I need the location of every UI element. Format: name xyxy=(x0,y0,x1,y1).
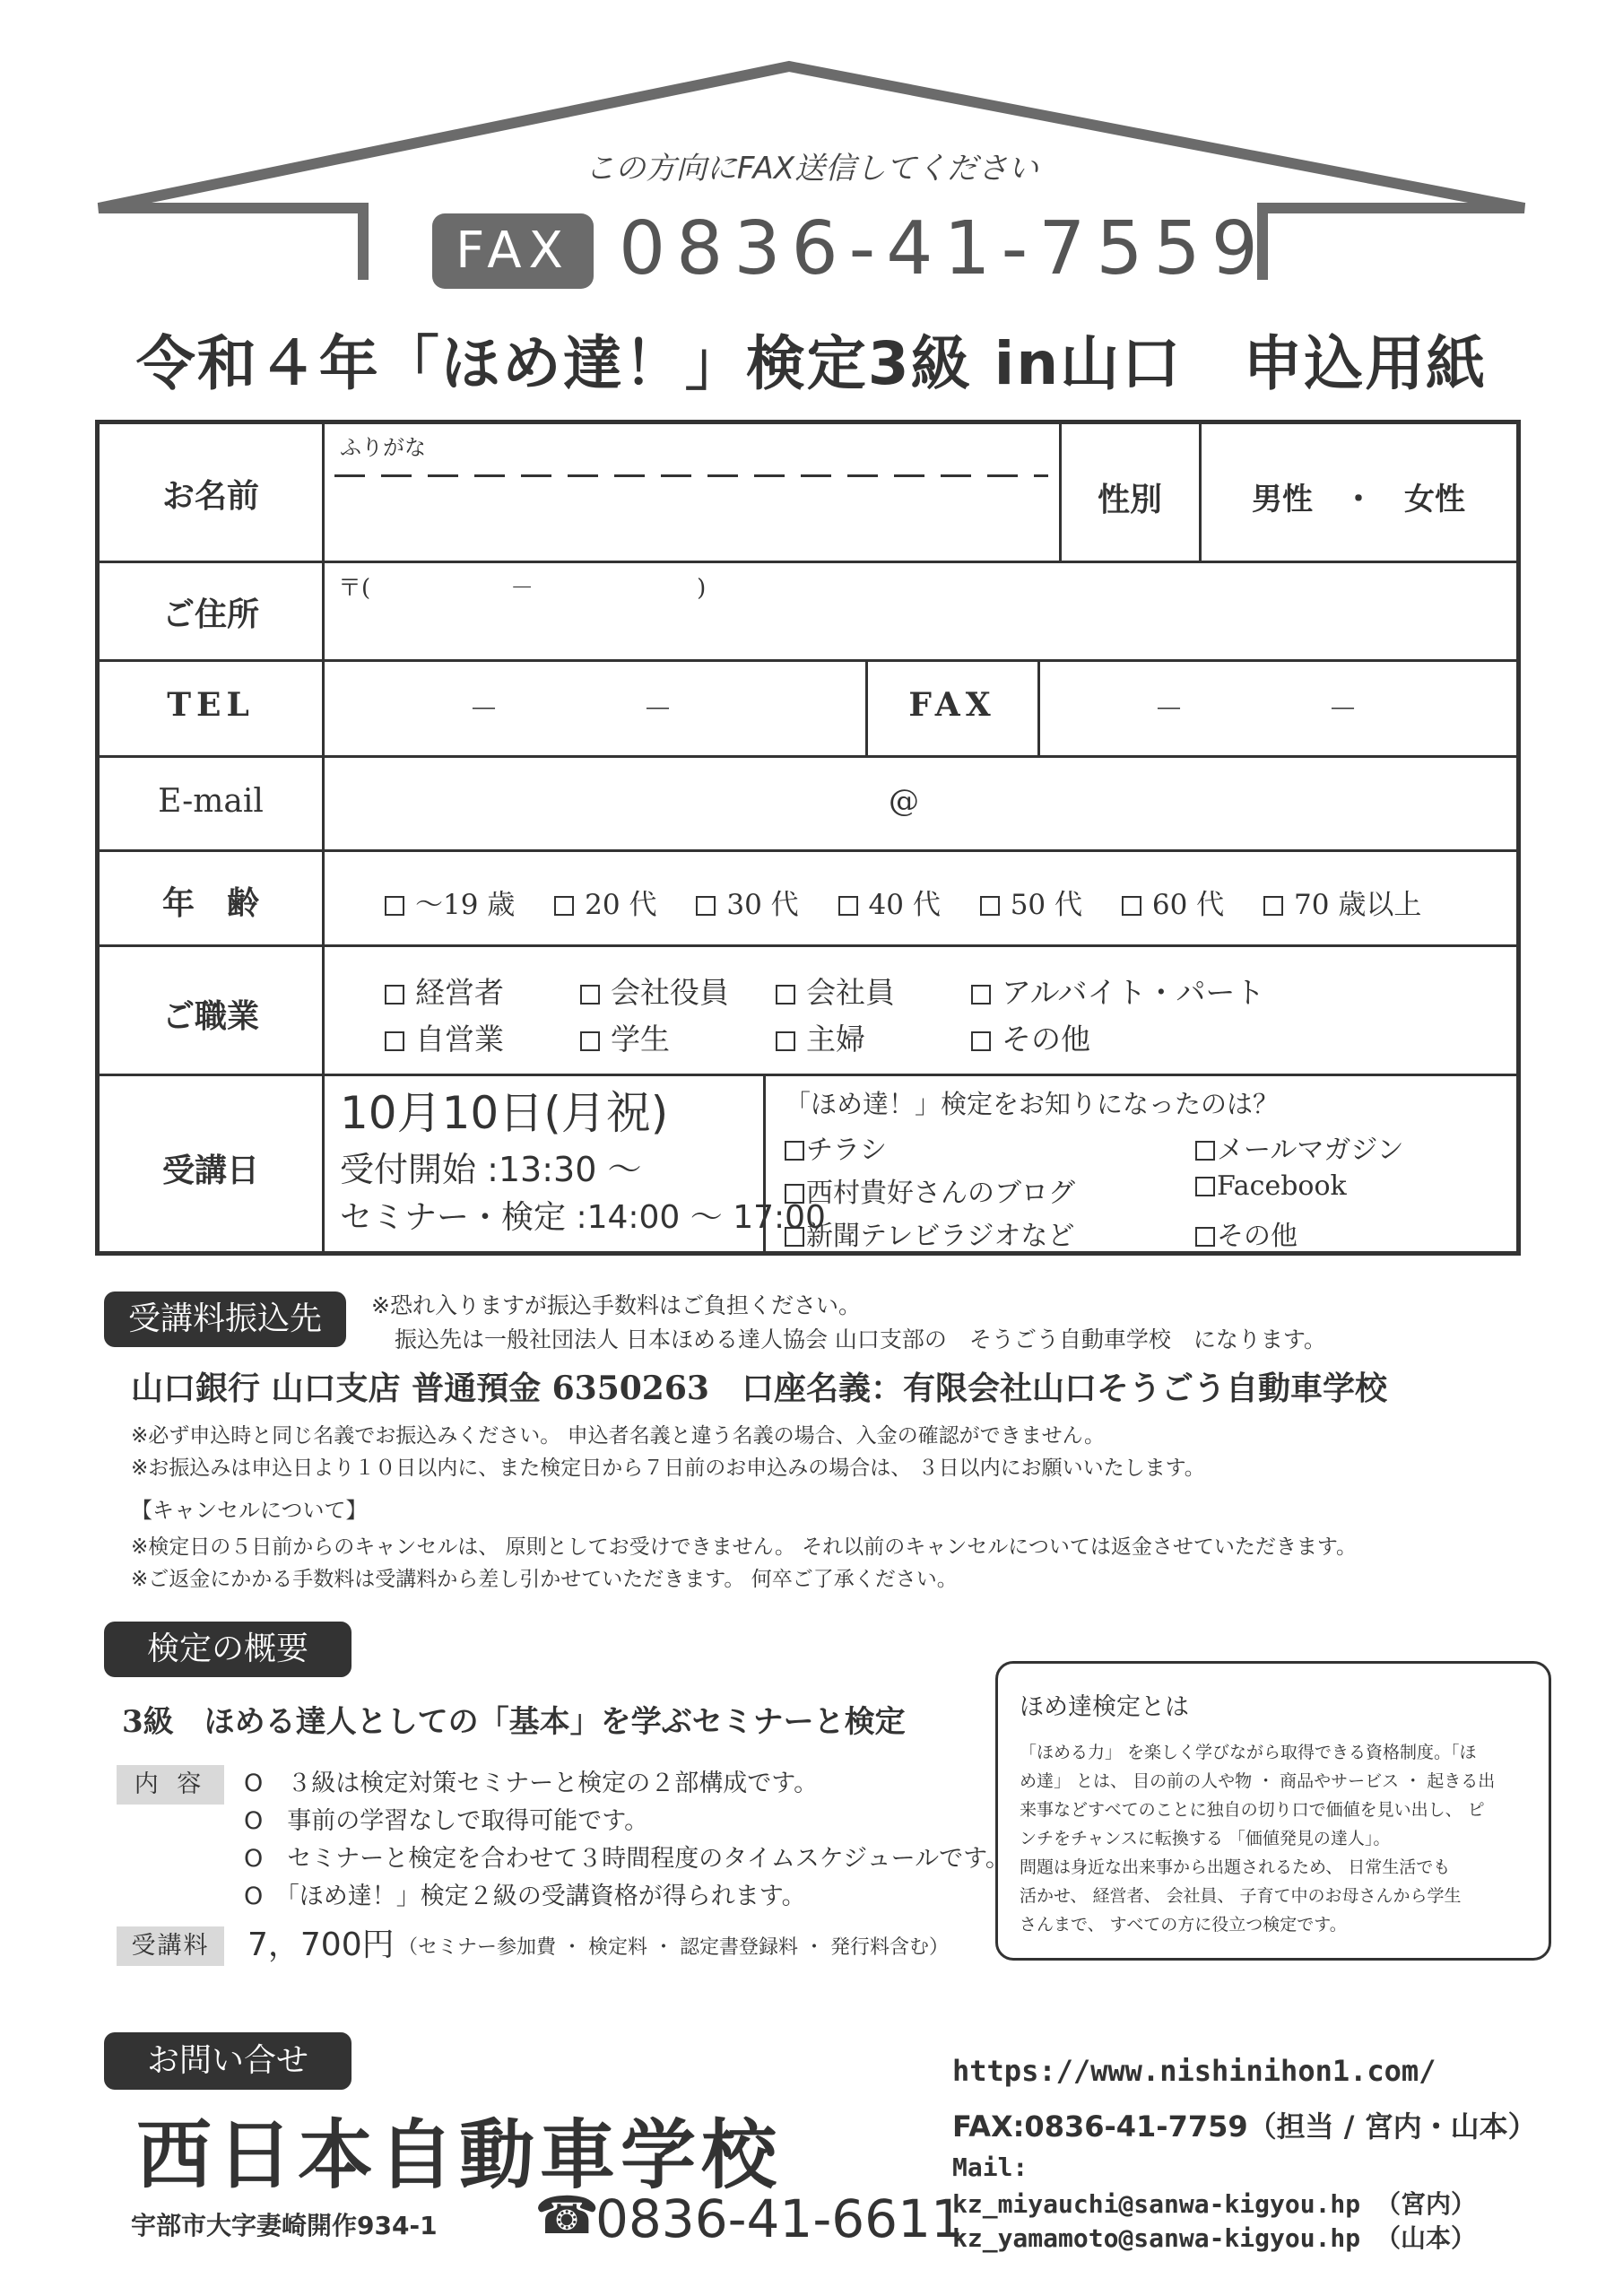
age-label: 年 齢 xyxy=(161,884,259,922)
checkbox[interactable] xyxy=(554,896,574,916)
job-option[interactable]: 自営業 xyxy=(385,1016,504,1058)
contact-fax: FAX:0836-41-7759（担当 / 宮内・山本） xyxy=(952,2109,1537,2144)
age-option: 70 歳以上 xyxy=(1294,889,1422,921)
age-option: 20 代 xyxy=(585,889,657,921)
school-address: 宇部市大字妻崎開作934-1 xyxy=(131,2211,438,2240)
checkbox[interactable] xyxy=(385,896,404,916)
checkbox[interactable] xyxy=(696,896,716,916)
cancel-note-1: ※検定日の５日前からのキャンセルは、 原則としてお受けできません。 それ以前のキャンセルについては返金させていただきます。 xyxy=(131,1535,1357,1559)
age-option: ～19 歳 xyxy=(415,889,516,921)
about-line: 活かせ、 経営者、 会社員、 子育て中のお母さんから学生 xyxy=(1020,1886,1462,1906)
source-option[interactable]: 西村貴好さんのブログ xyxy=(785,1170,1075,1210)
checkbox[interactable] xyxy=(785,1141,804,1161)
payment-note-1: ※恐れ入りますが振込手数料はご負担ください。 xyxy=(371,1292,861,1318)
application-form xyxy=(95,420,1521,1256)
source-option[interactable]: チラシ xyxy=(785,1127,887,1167)
school-name: 西日本自動車学校 xyxy=(136,2111,783,2199)
job-option[interactable]: 経営者 xyxy=(385,970,504,1012)
checkbox[interactable] xyxy=(1122,896,1141,916)
fax-number: 0836-41-7559 xyxy=(619,206,1269,291)
payment-pill: 受講料振込先 xyxy=(104,1292,346,1347)
checkbox[interactable] xyxy=(785,1184,804,1204)
checkbox[interactable] xyxy=(776,1031,795,1051)
tel-label: TEL xyxy=(167,686,255,724)
occupation-label: ご職業 xyxy=(161,997,259,1035)
age-option: 40 代 xyxy=(868,889,941,921)
document-title: 令和４年「ほめ達！」検定3級 in山口 申込用紙 xyxy=(135,329,1488,398)
bank-account: 山口銀行 山口支店 普通預金 6350263 口座名義：有限会社山口そうごう自動車学校 xyxy=(131,1370,1387,1407)
checkbox[interactable] xyxy=(1195,1177,1215,1196)
overview-item: O ３級は検定対策セミナーと検定の２部構成です。 xyxy=(244,1770,819,1797)
checkbox[interactable] xyxy=(785,1227,804,1247)
source-question: 「ほめ達！」検定をお知りになったのは？ xyxy=(785,1089,1280,1119)
fee-tag: 受講料 xyxy=(117,1926,224,1966)
payment-note-2: 振込先は一般社団法人 日本ほめる達人協会 山口支部の そうごう自動車学校 になります。 xyxy=(395,1326,1326,1352)
fax-badge: FAX xyxy=(432,213,594,289)
checkbox[interactable] xyxy=(776,985,795,1004)
checkbox[interactable] xyxy=(385,1031,404,1051)
about-line: ンチをチャンスに転換する 「価値発見の達人」。 xyxy=(1020,1829,1391,1848)
checkbox[interactable] xyxy=(838,896,858,916)
fee-amount: 7，700円 xyxy=(247,1926,395,1963)
payment-warning-2: ※お振込みは申込日より１０日以内に、また検定日から７日前のお申込みの場合は、 ３日以内にお願いいたします。 xyxy=(131,1457,1205,1480)
checkbox[interactable] xyxy=(580,985,600,1004)
contact-pill: お問い合せ xyxy=(104,2032,352,2090)
address-label: ご住所 xyxy=(161,596,259,633)
overview-item: O 「ほめ達！」検定２級の受講資格が得られます。 xyxy=(244,1883,806,1910)
about-line: 問題は身近な出来事から出題されるため、 日常生活でも xyxy=(1020,1857,1451,1877)
gender-label: 性別 xyxy=(1097,481,1162,518)
phone-icon: ☎ xyxy=(534,2185,600,2246)
checkbox[interactable] xyxy=(580,1031,600,1051)
about-line: 「ほめる力」 を楽しく学びながら取得できる資格制度。「ほ xyxy=(1020,1743,1477,1762)
checkbox[interactable] xyxy=(971,1031,991,1051)
reception-time: 受付開始 :13:30 ～ xyxy=(340,1150,642,1189)
job-option[interactable]: 学生 xyxy=(580,1016,670,1058)
age-option: 50 代 xyxy=(1010,889,1082,921)
about-line: さんまで、 すべての方に役立つ検定です。 xyxy=(1020,1915,1347,1935)
about-box xyxy=(995,1661,1551,1961)
age-options[interactable] xyxy=(385,882,1421,922)
checkbox[interactable] xyxy=(1263,896,1283,916)
overview-item: O セミナーと検定を合わせて３時間程度のタイムスケジュールです。 xyxy=(244,1845,1010,1873)
job-option[interactable]: アルバイト・パート xyxy=(971,970,1264,1012)
cancel-note-2: ※ご返金にかかる手数料は受講料から差し引かせていただきます。 何卒ご了承ください。 xyxy=(131,1568,958,1591)
cancel-heading: 【キャンセルについて】 xyxy=(131,1498,368,1523)
website-url[interactable]: https://www.nishinihon1.com/ xyxy=(952,2054,1436,2088)
name-field[interactable] xyxy=(325,480,1057,559)
checkbox[interactable] xyxy=(1195,1141,1215,1161)
content-tag: 内 容 xyxy=(117,1765,224,1805)
postal-code-field[interactable]: 〒( － ) xyxy=(338,575,707,602)
source-option[interactable]: その他 xyxy=(1195,1213,1298,1253)
about-line: め達」 とは、 目の前の人や物 ・ 商品やサービス ・ 起きる出 xyxy=(1020,1771,1496,1791)
name-label: お名前 xyxy=(161,477,259,515)
source-option[interactable]: メールマガジン xyxy=(1195,1127,1404,1167)
school-phone: 0836-41-6611 xyxy=(595,2188,964,2249)
checkbox[interactable] xyxy=(385,985,404,1004)
job-option[interactable]: 会社役員 xyxy=(580,970,729,1012)
checkbox[interactable] xyxy=(1195,1227,1215,1247)
fax-direction-note: この方向にFAX送信してください xyxy=(584,151,1039,187)
fee-note: （セミナー参加費 ・ 検定料 ・ 認定書登録料 ・ 発行料含む） xyxy=(398,1936,949,1959)
fax-label: FAX xyxy=(908,686,996,724)
age-option: 30 代 xyxy=(726,889,799,921)
course-date: 10月10日(月祝) xyxy=(340,1087,669,1139)
overview-item: O 事前の学習なしで取得可能です。 xyxy=(244,1807,649,1835)
source-option[interactable]: 新聞テレビラジオなど xyxy=(785,1213,1074,1253)
furigana-line xyxy=(334,474,1048,477)
furigana-label: ふりがな xyxy=(340,435,426,460)
mail-address-2[interactable]: kz_yamamoto@sanwa-kigyou.hp （山本） xyxy=(952,2223,1477,2253)
fax-dash-2[interactable]: － xyxy=(1328,691,1358,726)
gender-options[interactable]: 男性 ・ 女性 xyxy=(1252,482,1465,517)
tel-dash-2[interactable]: － xyxy=(643,691,673,726)
checkbox[interactable] xyxy=(980,896,1000,916)
about-title: ほめ達検定とは xyxy=(1020,1693,1189,1721)
overview-heading: 3級 ほめる達人としての「基本」を学ぶセミナーと検定 xyxy=(122,1704,906,1740)
mail-address-1[interactable]: kz_miyauchi@sanwa-kigyou.hp （宮内） xyxy=(952,2189,1477,2219)
seminar-time: セミナー・検定 :14:00 ～ 17:00 xyxy=(340,1199,826,1236)
age-option: 60 代 xyxy=(1151,889,1225,921)
checkbox[interactable] xyxy=(971,985,991,1004)
payment-warning-1: ※必ず申込時と同じ名義でお振込みください。 申込者名義と違う名義の場合、入金の確認ができません。 xyxy=(131,1424,1105,1448)
email-label: E-mail xyxy=(158,783,264,820)
tel-dash-1[interactable]: － xyxy=(469,691,499,726)
email-at[interactable]: @ xyxy=(889,783,919,819)
source-option[interactable]: Facebook xyxy=(1195,1170,1347,1202)
job-option[interactable]: 会社員 xyxy=(776,970,895,1012)
job-option[interactable]: 主婦 xyxy=(776,1016,865,1058)
fax-dash-1[interactable]: － xyxy=(1154,691,1184,726)
mail-label: Mail: xyxy=(952,2152,1028,2182)
overview-pill: 検定の概要 xyxy=(104,1622,352,1677)
job-option[interactable]: その他 xyxy=(971,1016,1090,1058)
about-line: 来事などすべてのことに独自の切り口で価値を見い出し、 ピ xyxy=(1020,1800,1485,1820)
course-date-label: 受講日 xyxy=(161,1152,259,1189)
